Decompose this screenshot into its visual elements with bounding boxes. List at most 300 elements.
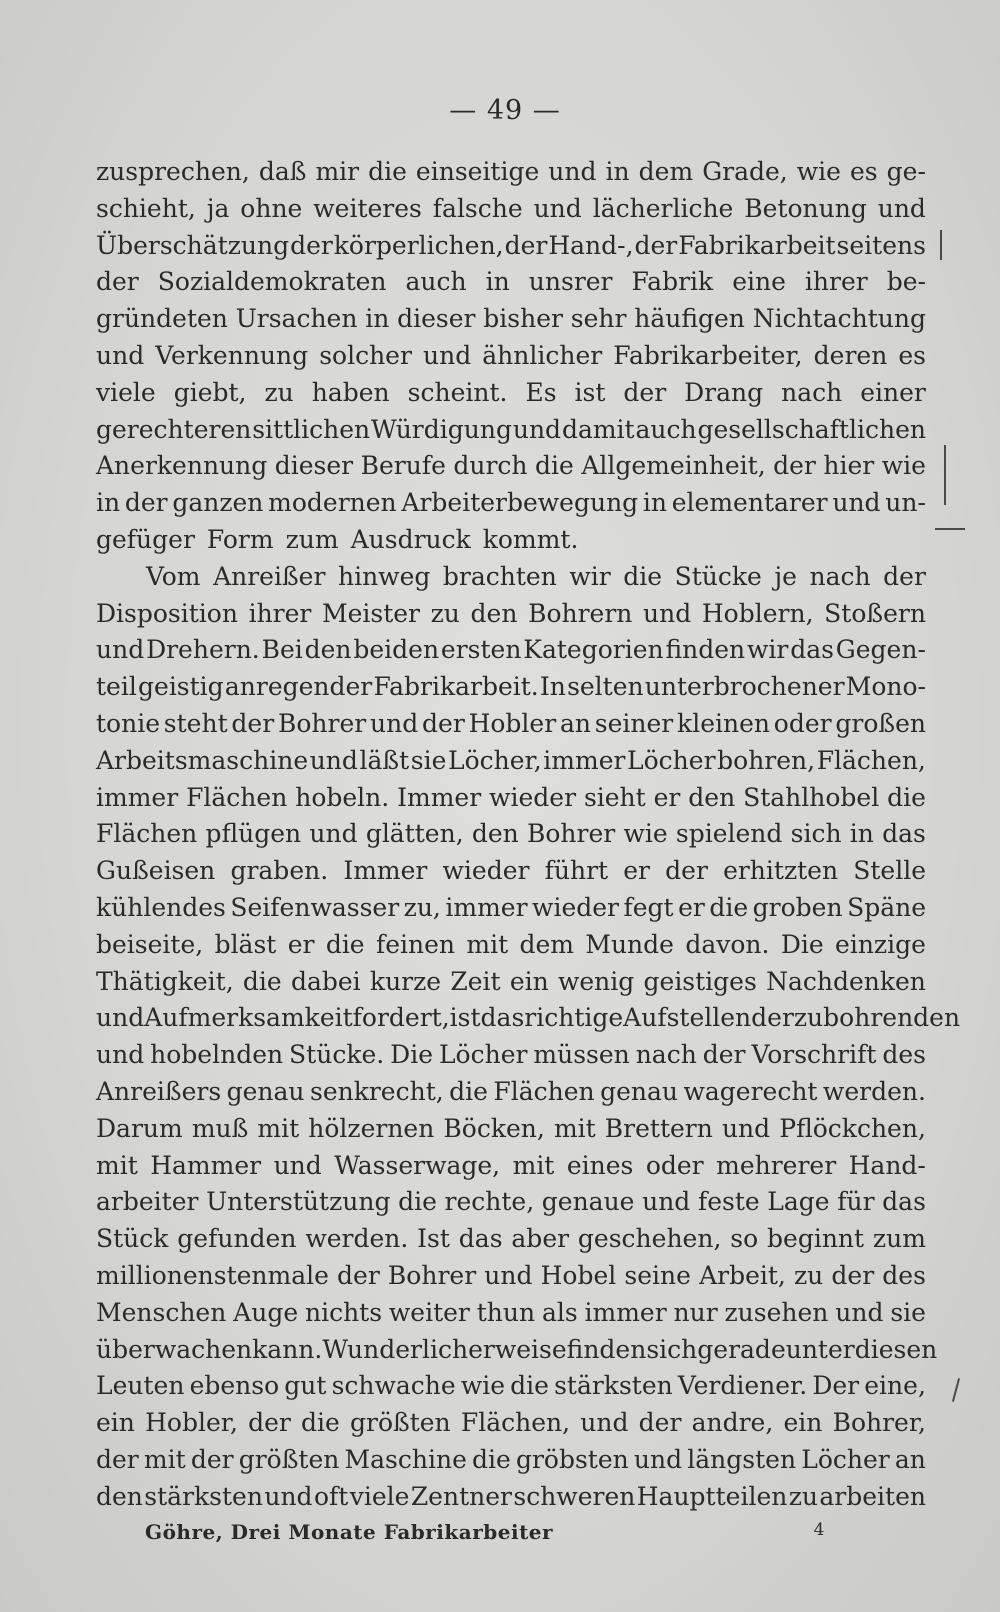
word: und <box>96 1003 145 1033</box>
word: Zeit <box>450 966 501 996</box>
word: steht <box>163 708 228 738</box>
word: ganzen <box>172 488 264 518</box>
word: an <box>559 708 591 738</box>
word: genaue <box>541 1187 635 1217</box>
word: und <box>642 1187 691 1217</box>
word: bohren, <box>717 745 816 775</box>
page-number: — 49 — <box>449 95 561 126</box>
word: zum <box>872 1224 926 1254</box>
word: zu <box>264 377 294 407</box>
word: Leuten <box>96 1371 185 1401</box>
word: und <box>721 1113 771 1143</box>
word: groben <box>752 892 843 922</box>
word: beiseite, <box>96 929 204 959</box>
word: je <box>774 561 797 591</box>
word: Flächen <box>493 1076 595 1106</box>
word: hier <box>823 451 875 481</box>
word: und <box>512 414 562 444</box>
word: ihrer <box>248 598 312 628</box>
word: das <box>882 819 926 849</box>
word: größten <box>238 1444 340 1474</box>
text-line <box>96 1405 926 1442</box>
word: müssen <box>533 1040 630 1070</box>
word: Gußeisen <box>96 856 216 886</box>
word: nach <box>781 377 843 407</box>
text-line <box>96 191 926 228</box>
word: nur <box>673 1297 718 1327</box>
text-line <box>96 743 926 780</box>
word: hölzernen <box>308 1113 435 1143</box>
word: unsrer <box>528 267 613 297</box>
word: beginnt <box>767 1224 865 1254</box>
word: ein <box>96 1408 135 1438</box>
word: wie <box>796 157 841 186</box>
word: die <box>301 1408 340 1438</box>
word: Arbeitsmaschine <box>96 745 309 775</box>
word: Hobel <box>540 1260 617 1290</box>
text-line <box>96 853 926 890</box>
word: in <box>365 304 390 334</box>
word: diesen <box>854 1334 938 1364</box>
word: fordert, <box>352 1003 450 1033</box>
text-line <box>96 522 926 559</box>
word: kleinen <box>677 708 770 738</box>
text-line <box>96 1442 926 1479</box>
word: weiter <box>388 1297 470 1327</box>
word: feinen <box>375 929 456 959</box>
word: brachten <box>442 561 557 591</box>
word: immer <box>96 782 179 812</box>
word: gerade <box>697 1334 786 1364</box>
word: arbeiter <box>96 1187 199 1217</box>
word: In <box>539 672 566 702</box>
word: Die <box>390 1040 433 1070</box>
word: wie <box>623 819 668 849</box>
word: ist <box>449 1003 481 1033</box>
word: und <box>643 598 692 628</box>
word: Form <box>206 524 274 554</box>
word: die <box>887 782 926 812</box>
word: schweren <box>513 1481 636 1511</box>
word: Flächen <box>186 782 288 812</box>
word: schwache <box>331 1371 456 1401</box>
word: oder <box>773 708 832 738</box>
word: stärksten <box>144 1481 263 1511</box>
word: teil <box>96 672 137 702</box>
word: läßt <box>359 745 410 775</box>
word: finden <box>566 1334 647 1364</box>
word: den <box>471 819 519 849</box>
word: Allgemeinheit, <box>581 451 766 481</box>
word: dem <box>519 929 574 959</box>
word: den <box>688 782 736 812</box>
word: der <box>231 708 275 738</box>
word: seitens <box>836 230 926 260</box>
word: der <box>773 451 816 481</box>
word: mehrerer <box>716 1150 837 1180</box>
word: Vom <box>146 561 201 591</box>
body-text <box>96 154 961 1515</box>
word: zu <box>793 1003 824 1033</box>
text-line <box>96 448 926 485</box>
word: das <box>790 635 834 665</box>
word: Ursachen <box>235 304 358 334</box>
word: weiteres <box>313 193 422 223</box>
word: Stücke. <box>289 1040 385 1070</box>
word: zu, <box>403 892 441 922</box>
text-line <box>96 1074 926 1111</box>
word: Nachdenken <box>766 966 926 996</box>
paragraph <box>96 154 926 559</box>
word: Fabrikarbeit. <box>373 672 539 702</box>
word: Anreißer <box>213 561 326 591</box>
word: er <box>287 929 315 959</box>
word: Wasserwage, <box>334 1150 501 1180</box>
word: die <box>510 1371 549 1401</box>
word: und <box>96 635 145 665</box>
word: scheint. <box>407 377 508 407</box>
word: auch <box>635 414 697 444</box>
word: Fabrik <box>631 267 714 297</box>
margin-pencil-mark <box>935 528 965 530</box>
text-line <box>96 964 926 1001</box>
text-line <box>96 1111 926 1148</box>
text-line <box>96 780 926 817</box>
word: Wunderlicherweise <box>322 1334 567 1364</box>
word: Ausdruck <box>350 524 471 554</box>
word: Hand- <box>848 1150 926 1180</box>
word: Bohrer <box>387 1260 477 1290</box>
word: senkrecht, <box>309 1076 444 1106</box>
word: Berufe <box>360 451 446 481</box>
word: die <box>472 1444 511 1474</box>
word: Es <box>525 377 557 407</box>
word: dabei <box>290 966 361 996</box>
word: schieht, <box>96 193 196 223</box>
word: gesellschaftlichen <box>697 414 926 444</box>
word: genau <box>600 1076 679 1106</box>
word: Überschätzung <box>96 230 290 260</box>
word: solcher <box>319 340 412 370</box>
word: dieser <box>274 451 354 481</box>
word: Würdigung <box>371 414 512 444</box>
text-line <box>96 706 926 743</box>
text-line <box>96 1332 938 1369</box>
word: Meister <box>322 598 421 628</box>
word: Auge <box>233 1297 299 1327</box>
sheet-mark: 4 <box>813 1520 825 1540</box>
word: genau <box>226 1076 305 1106</box>
word: Anreißers <box>96 1076 222 1106</box>
word: Vorschrift <box>751 1040 877 1070</box>
word: Sozialdemokraten <box>157 267 387 297</box>
word: spielend <box>675 819 783 849</box>
word: und <box>423 340 472 370</box>
word: der <box>665 856 708 886</box>
word: der <box>638 1408 682 1438</box>
word: damit <box>561 414 635 444</box>
word: glätten, <box>365 819 464 849</box>
word: be- <box>886 267 926 297</box>
word: Böcken, <box>443 1113 545 1143</box>
word: Menschen <box>96 1297 227 1327</box>
word: lächerliche <box>592 193 734 223</box>
word: Munde <box>585 929 674 959</box>
word: es <box>898 340 926 370</box>
word: muß <box>191 1113 249 1143</box>
word: des <box>882 1040 926 1070</box>
word: wieder <box>489 782 577 812</box>
word: Die <box>780 929 824 959</box>
word: und <box>835 1297 884 1327</box>
word: Löcher <box>438 1040 528 1070</box>
word: gerechteren <box>96 414 252 444</box>
word: ähnlicher <box>482 340 603 370</box>
word: sie <box>890 1297 926 1327</box>
word: wenig <box>557 966 635 996</box>
word: immer <box>543 745 626 775</box>
word: dieser <box>397 304 476 334</box>
word: als <box>541 1297 578 1327</box>
word: viele <box>96 377 156 407</box>
word: immer <box>584 1297 667 1327</box>
word: wagerecht <box>683 1076 818 1106</box>
text-line <box>96 816 926 853</box>
word: und <box>309 745 358 775</box>
word: der <box>248 1408 291 1438</box>
word: für <box>837 1187 875 1217</box>
word: und <box>484 1260 533 1290</box>
word: ja <box>206 193 230 223</box>
word: sich <box>790 819 842 849</box>
word: Flächen, <box>816 745 926 775</box>
word: daß <box>258 157 307 186</box>
word: wie <box>460 1371 506 1401</box>
word: und <box>370 708 419 738</box>
word: Bei <box>261 635 303 665</box>
word: sittlichen <box>252 414 371 444</box>
word: und <box>580 1408 629 1438</box>
word: sich <box>646 1334 698 1364</box>
word: der <box>96 267 139 297</box>
word: Bohrern <box>528 598 633 628</box>
word: ge- <box>886 157 926 186</box>
text-line <box>96 301 926 338</box>
word: dem <box>638 157 694 186</box>
word: rechte, <box>444 1187 535 1217</box>
word: und <box>548 157 597 186</box>
word: nach <box>635 1040 697 1070</box>
word: fegt <box>623 892 674 922</box>
text-line <box>96 1148 926 1185</box>
word: Darum <box>96 1113 183 1143</box>
word: bisher <box>483 304 563 334</box>
word: es <box>850 157 878 186</box>
word: ein <box>509 966 549 996</box>
word: Hand-, <box>548 230 634 260</box>
word: in <box>605 157 630 186</box>
word: Thätigkeit, <box>96 966 234 996</box>
word: in <box>485 267 510 297</box>
text-line <box>96 890 926 927</box>
text-line <box>96 927 926 964</box>
word: erhitzten <box>723 856 839 886</box>
word: sie <box>410 745 447 775</box>
word: geschehen, <box>577 1224 722 1254</box>
word: an <box>894 1444 926 1474</box>
word: Bohrer <box>527 819 616 849</box>
word: der <box>96 1444 139 1474</box>
word: und <box>633 1444 683 1474</box>
word: und <box>273 1150 322 1180</box>
text-line <box>96 1037 926 1074</box>
word: Stoßern <box>824 598 926 628</box>
word: wieder <box>442 856 530 886</box>
word: die <box>709 892 749 922</box>
word: und <box>309 819 358 849</box>
word: wie <box>881 451 926 481</box>
word: elementarer <box>671 488 828 518</box>
word: gut <box>284 1371 327 1401</box>
word: der <box>190 1444 234 1474</box>
word: mit <box>512 1150 555 1180</box>
word: Fabrikarbeit <box>678 230 836 260</box>
word: eine <box>732 267 786 297</box>
page-footer <box>145 1520 825 1544</box>
word: in <box>849 819 874 849</box>
word: häufigen <box>634 304 745 334</box>
word: Kategorien <box>523 635 664 665</box>
word: er <box>678 892 705 922</box>
word: Aufstellen <box>623 1003 752 1033</box>
word: Stück <box>96 1224 169 1254</box>
word: aber <box>511 1224 570 1254</box>
word: Gegen- <box>835 635 926 665</box>
word: sieht <box>583 782 646 812</box>
word: sehr <box>570 304 627 334</box>
word: davon. <box>685 929 770 959</box>
word: längsten <box>687 1444 797 1474</box>
word: die <box>535 451 574 481</box>
word: Stücke <box>674 561 762 591</box>
word: der <box>702 1040 746 1070</box>
word: die <box>325 929 365 959</box>
word: Bohrer <box>277 708 367 738</box>
word: modernen <box>268 488 397 518</box>
word: und <box>877 193 926 223</box>
word: nach <box>809 561 871 591</box>
word: einer <box>860 377 926 407</box>
word: einzige <box>835 929 926 959</box>
word: die <box>398 1187 437 1217</box>
word: die <box>623 561 663 591</box>
text-line <box>96 669 926 706</box>
word: Mono- <box>845 672 926 702</box>
word: den <box>96 1481 143 1511</box>
margin-pencil-mark <box>952 1378 960 1402</box>
word: ein <box>783 1408 823 1438</box>
word: ersten <box>440 635 522 665</box>
word: der <box>751 1003 794 1033</box>
word: Hobler, <box>145 1408 238 1438</box>
word: und <box>264 1481 313 1511</box>
word: Hobler <box>468 708 557 738</box>
text-line <box>96 485 926 522</box>
word: des <box>882 1260 926 1290</box>
word: durch <box>453 451 528 481</box>
word: zum <box>285 524 339 554</box>
word: gefunden <box>177 1224 297 1254</box>
word: gröbsten <box>515 1444 629 1474</box>
word: Lage <box>767 1187 830 1217</box>
word: und <box>96 1040 145 1070</box>
word: das <box>882 1187 926 1217</box>
word: deren <box>813 340 888 370</box>
text-line <box>96 596 926 633</box>
word: mit <box>257 1113 300 1143</box>
word: der <box>422 708 465 738</box>
word: pflügen <box>205 819 302 849</box>
word: Pflöckchen, <box>779 1113 926 1143</box>
word: das <box>458 1224 503 1254</box>
word: Späne <box>847 892 926 922</box>
word: Ist <box>417 1224 450 1254</box>
word: Löcher, <box>447 745 542 775</box>
word: hinweg <box>337 561 431 591</box>
word: den <box>304 635 352 665</box>
word: die <box>242 966 282 996</box>
word: oder <box>645 1150 704 1180</box>
text-line <box>96 1000 961 1037</box>
word: nichts <box>304 1297 383 1327</box>
word: der <box>337 1260 380 1290</box>
word: kühlendes <box>96 892 226 922</box>
word: ohne <box>240 193 303 223</box>
word: Zentner <box>410 1481 512 1511</box>
word: werden. <box>822 1076 926 1106</box>
word: der <box>634 230 678 260</box>
word: finden <box>665 635 746 665</box>
word: gefüger <box>96 524 195 554</box>
word: graben. <box>230 856 329 886</box>
word: Fabrikarbeiter, <box>613 340 803 370</box>
word: Hammer <box>150 1150 262 1180</box>
text-line <box>96 1258 926 1295</box>
word: thun <box>476 1297 536 1327</box>
text-line <box>96 264 926 301</box>
word: und <box>832 488 881 518</box>
word: mit <box>143 1444 186 1474</box>
word: andre, <box>691 1408 774 1438</box>
word: hobeln. <box>295 782 390 812</box>
word: Anerkennung <box>96 451 268 481</box>
text-line <box>96 559 926 596</box>
word: tonie <box>96 708 160 738</box>
word: die <box>449 1076 488 1106</box>
word: Flächen, <box>460 1408 571 1438</box>
word: un- <box>885 488 926 518</box>
word: Seifenwasser <box>230 892 400 922</box>
word: feste <box>697 1187 760 1217</box>
text-line <box>96 154 926 191</box>
word: haben <box>311 377 390 407</box>
text-line <box>96 228 926 265</box>
margin-pencil-mark <box>944 445 946 505</box>
word: der <box>831 1260 875 1290</box>
word: größten <box>350 1408 451 1438</box>
word: Immer <box>397 782 482 812</box>
word: Nichtachtung <box>752 304 926 334</box>
